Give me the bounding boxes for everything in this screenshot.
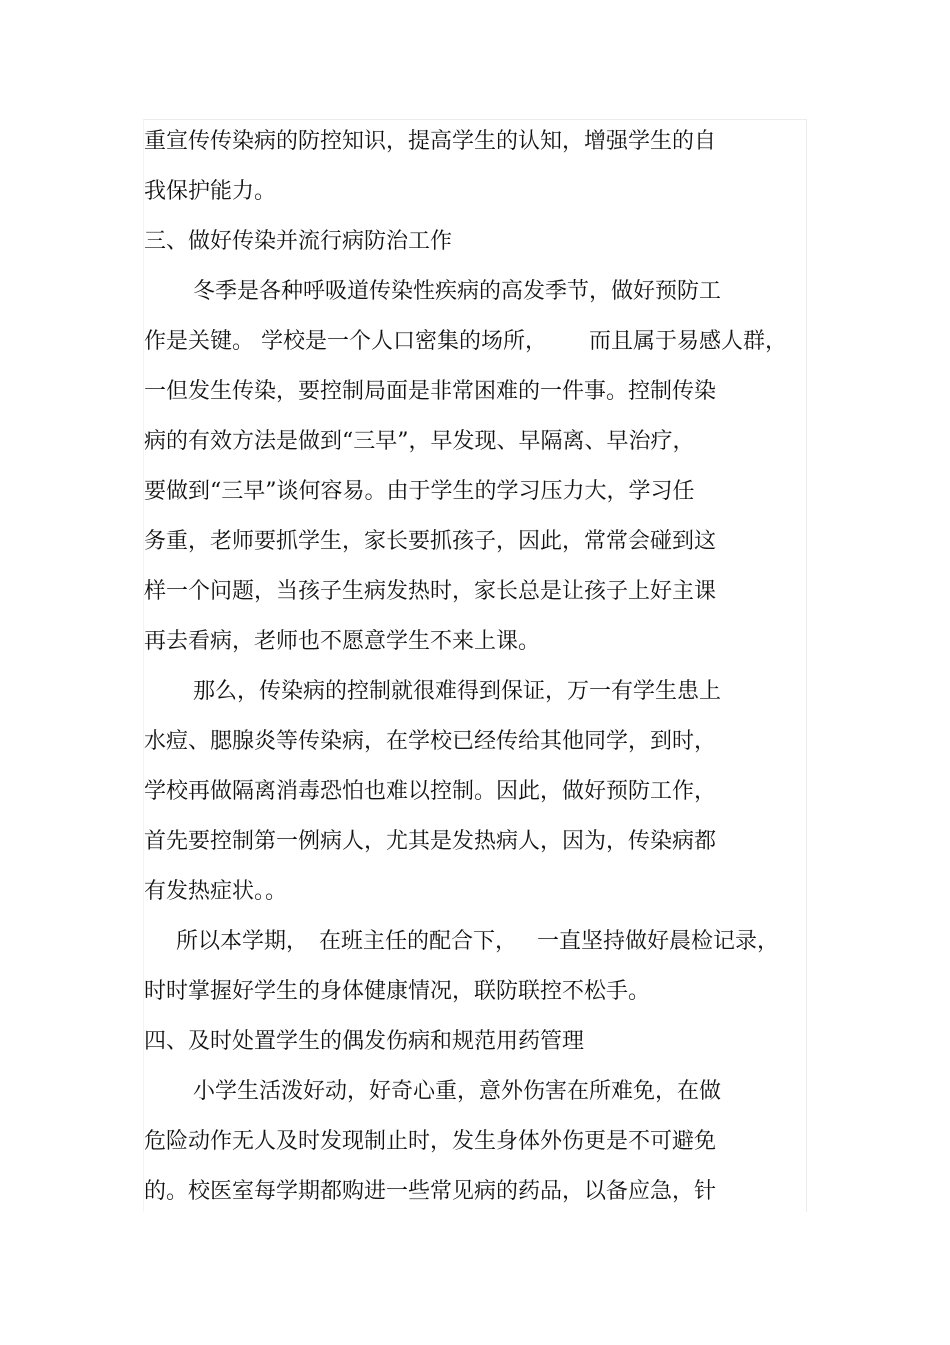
section-heading: 三、做好传染并流行病防治工作 [144, 229, 453, 254]
paragraph-segment: 作是关键。 学校是一个人口密集的场所， [144, 329, 547, 354]
paragraph-line: 小学生活泼好动，好奇心重，意外伤害在所难免，在做 [193, 1079, 722, 1104]
paragraph-line: 的。校医室每学期都购进一些常见病的药品，以备应急，针 [144, 1179, 717, 1204]
paragraph-line: 时时掌握好学生的身体健康情况，联防联控不松手。 [144, 979, 651, 1004]
paragraph-line: 学校再做隔离消毒恐怕也难以控制。因此，做好预防工作， [144, 779, 717, 804]
paragraph-line: 水痘、腮腺炎等传染病，在学校已经传给其他同学，到时， [144, 729, 717, 754]
paragraph-segment: 所以本学期， [176, 929, 309, 954]
paragraph-line: 重宣传传染病的防控知识，提高学生的认知，增强学生的自 [144, 129, 717, 154]
paragraph-line: 危险动作无人及时发现制止时，发生身体外伤更是不可避免 [144, 1129, 717, 1154]
paragraph-line: 再去看病，老师也不愿意学生不来上课。 [144, 629, 541, 654]
paragraph-line: 样一个问题，当孩子生病发热时，家长总是让孩子上好主课 [144, 579, 717, 604]
paragraph-line: 有发热症状。。 [144, 879, 288, 904]
paragraph-line: 一但发生传染，要控制局面是非常困难的一件事。控制传染 [144, 379, 717, 404]
paragraph-line: 首先要控制第一例病人，尤其是发热病人，因为，传染病都 [144, 829, 717, 854]
paragraph-line: 冬季是各种呼吸道传染性疾病的高发季节，做好预防工 [193, 279, 722, 304]
paragraph-line: 务重，老师要抓学生，家长要抓孩子，因此，常常会碰到这 [144, 529, 717, 554]
section-heading: 四、及时处置学生的偶发伤病和规范用药管理 [144, 1029, 585, 1054]
paragraph-line: 病的有效方法是做到“三早”，早发现、早隔离、早治疗， [144, 429, 695, 454]
paragraph-line [176, 927, 780, 957]
paragraph-segment: 而且属于易感人群， [589, 329, 788, 354]
paragraph-segment: 一直坚持做好晨检记录， [537, 929, 780, 954]
paragraph-line: 要做到“三早”谈何容易。由于学生的学习压力大，学习任 [144, 479, 695, 504]
paragraph-line: 那么，传染病的控制就很难得到保证，万一有学生患上 [193, 679, 722, 704]
paragraph-line [144, 327, 788, 357]
paragraph-segment: 在班主任的配合下， [319, 929, 518, 954]
paragraph-line: 我保护能力。 [144, 179, 277, 204]
